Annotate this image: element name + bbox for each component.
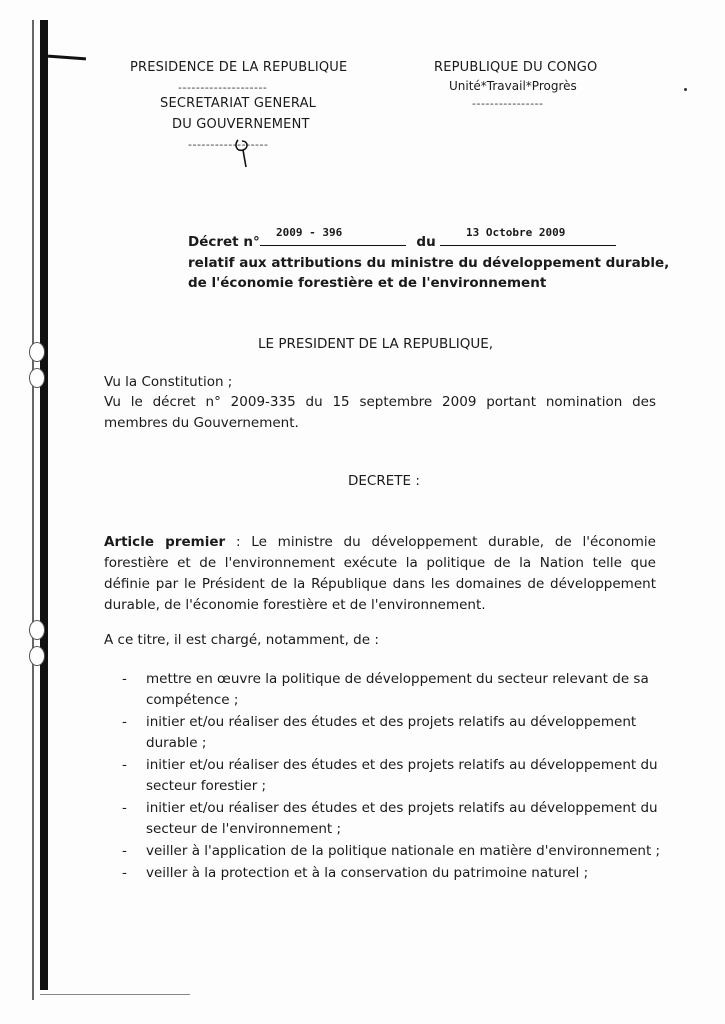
bullet-dash: - (122, 714, 127, 730)
binding-spine (40, 20, 48, 990)
article-premier (104, 532, 656, 616)
duties-list (122, 669, 662, 885)
scan-artifact-line (40, 994, 190, 995)
decree-date-underline (440, 233, 616, 246)
punch-hole (29, 620, 45, 640)
scan-speck (684, 88, 687, 91)
decree-date: 13 Octobre 2009 (466, 226, 566, 239)
list-item (122, 863, 662, 884)
duty-text: mettre en œuvre la politique de développement du secteur relevant de sa compétence ; (146, 671, 649, 708)
list-item (122, 798, 662, 840)
duty-text: veiller à la protection et à la conservation du patrimoine naturel ; (146, 865, 589, 881)
decree-du: du (416, 234, 436, 250)
header-separator: -------------------- (178, 81, 268, 94)
list-item (122, 755, 662, 797)
decree-subject-line-1: relatif aux attributions du ministre du développement durable, (188, 255, 670, 271)
duty-text: initier et/ou réaliser des études et des projets relatifs au développement durable ; (146, 714, 637, 751)
header-presidence: PRESIDENCE DE LA REPUBLIQUE (130, 60, 348, 75)
decree-title-line (188, 233, 616, 250)
handwritten-mark (232, 138, 254, 168)
header-motto: Unité*Travail*Progrès (449, 79, 577, 93)
punch-hole (29, 646, 45, 666)
list-item (122, 669, 662, 711)
punch-hole (29, 368, 45, 388)
list-item (122, 841, 662, 862)
header-republique-congo: REPUBLIQUE DU CONGO (434, 60, 598, 75)
decrete-heading: DECRETE : (348, 473, 420, 489)
decree-subject-line-2: de l'économie forestière et de l'environnement (188, 275, 547, 291)
bullet-dash: - (122, 671, 127, 687)
duties-intro: A ce titre, il est chargé, notamment, de : (104, 632, 379, 648)
list-item (122, 712, 662, 754)
punch-hole (29, 342, 45, 362)
bullet-dash: - (122, 865, 127, 881)
decree-label: Décret n° (188, 234, 260, 250)
bullet-dash: - (122, 757, 127, 773)
article-text: : Le ministre du développement durable, de l'économie forestière et de l'environnement exécute la politique de la Nation telle que définie par le Président de la République dans les domaines de développement durable, de l'économie forestière et de l'environnement. (104, 534, 656, 613)
duty-text: veiller à l'application de la politique nationale en matière d'environnement ; (146, 843, 661, 859)
duty-text: initier et/ou réaliser des études et des projets relatifs au développement du secteur forestier ; (146, 757, 658, 794)
decree-number-underline (260, 233, 406, 246)
header-separator: ------------------ (188, 138, 269, 151)
bullet-dash: - (122, 800, 127, 816)
vu-constitution: Vu la Constitution ; (104, 374, 233, 390)
vu-decret: Vu le décret n° 2009-335 du 15 septembre 2009 portant nomination des membres du Gouvernement. (104, 394, 656, 431)
president-heading: LE PRESIDENT DE LA REPUBLIQUE, (258, 336, 494, 352)
duty-text: initier et/ou réaliser des études et des projets relatifs au développement du secteur de l'environnement ; (146, 800, 658, 837)
header-gouvernement: DU GOUVERNEMENT (172, 117, 310, 132)
article-label: Article premier (104, 534, 226, 550)
header-separator: ---------------- (472, 97, 544, 110)
decree-number: 2009 - 396 (276, 226, 343, 239)
binding-edge (32, 20, 34, 1000)
header-secretariat: SECRETARIAT GENERAL (160, 96, 317, 111)
binding-mark (48, 55, 86, 61)
bullet-dash: - (122, 843, 127, 859)
